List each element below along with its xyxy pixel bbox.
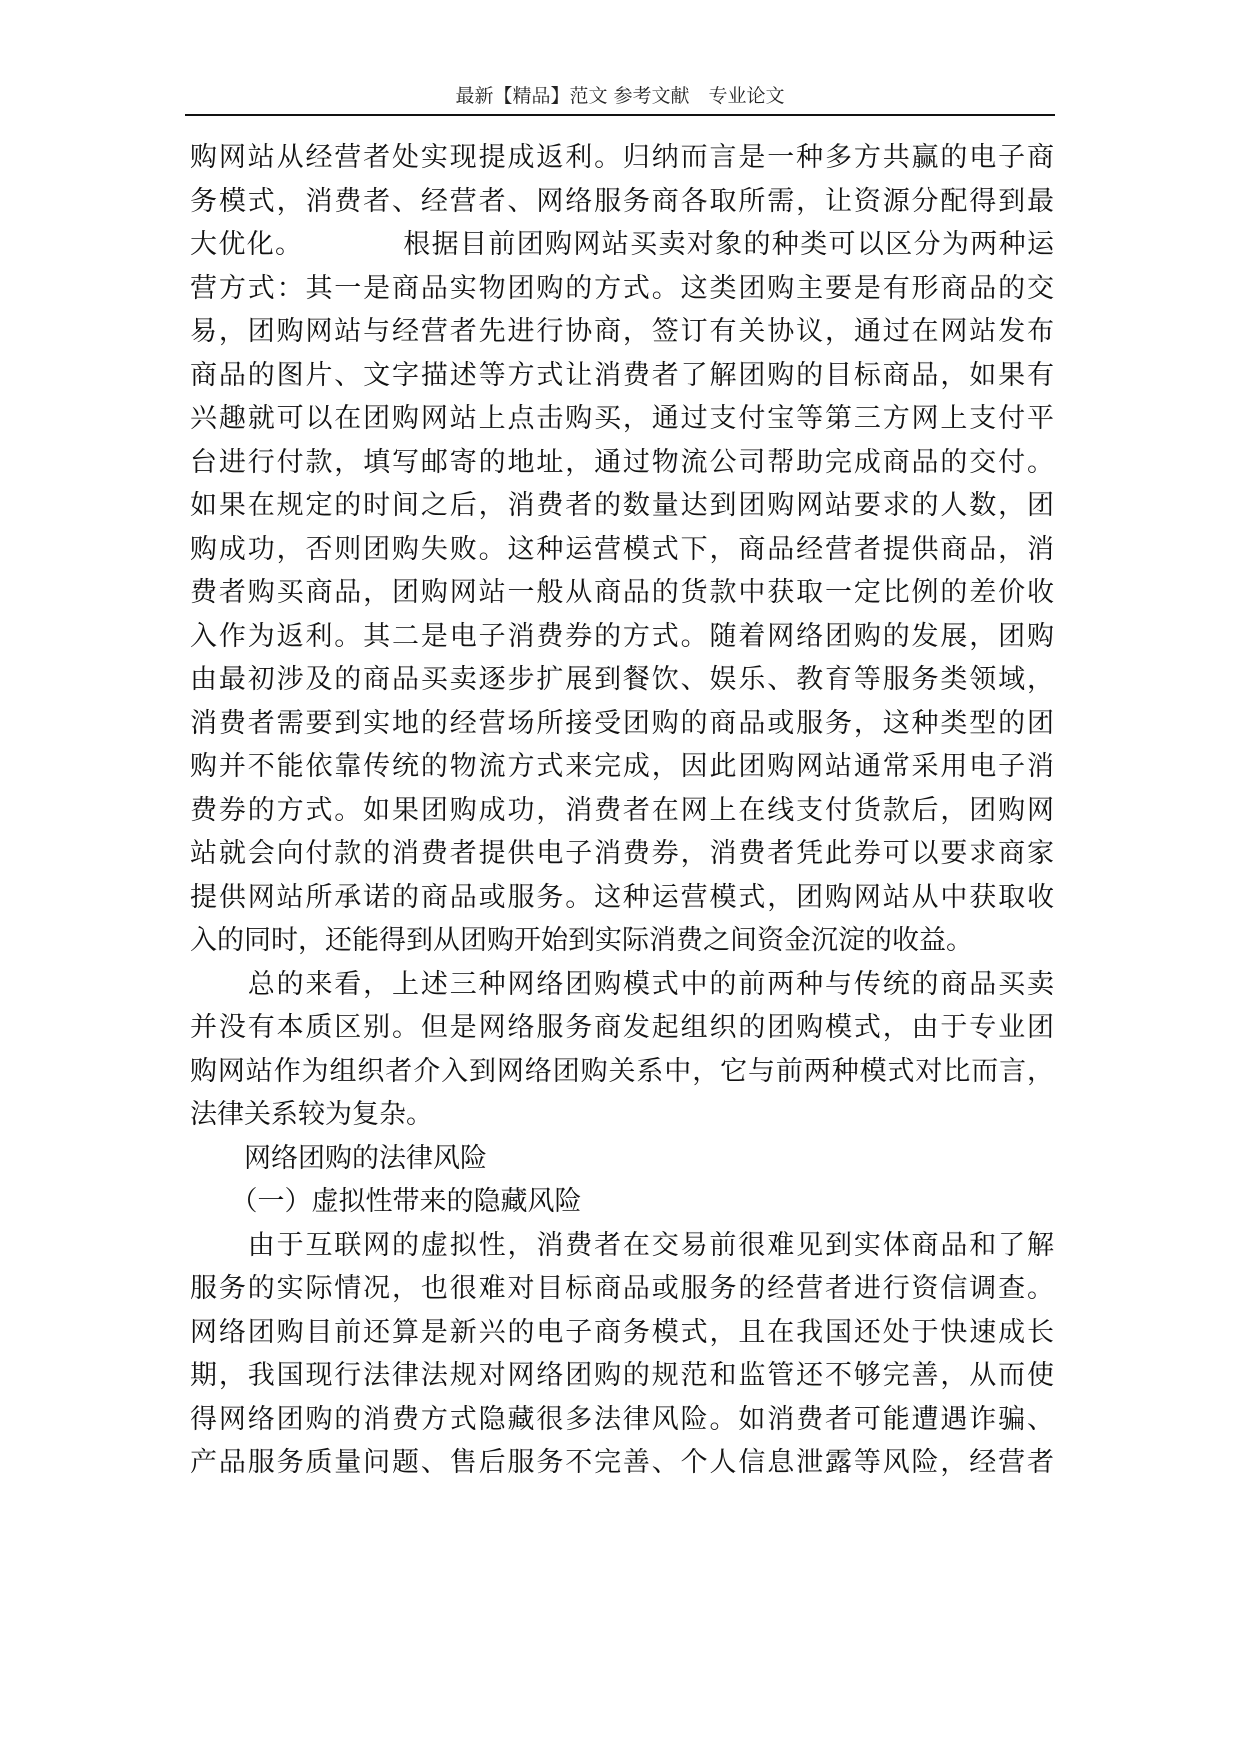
text-line: 网络团购目前还算是新兴的电子商务模式，且在我国还处于快速成长: [190, 1316, 1054, 1348]
text-line: 并没有本质区别。但是网络服务商发起组织的团购模式，由于专业团: [190, 1012, 1054, 1043]
text-line: 大优化。 根据目前团购网站买卖对象的种类可以区分为两种运: [190, 229, 1054, 260]
text-line: 费者购买商品，团购网站一般从商品的货款中获取一定比例的差价收: [190, 577, 1054, 608]
text-line: 法律关系较为复杂。: [190, 1099, 433, 1130]
text-line: 购网站从经营者处实现提成返利。归纳而言是一种多方共赢的电子商: [190, 142, 1054, 173]
page-header: 最新【精品】范文 参考文献 专业论文: [455, 85, 785, 107]
text-line: 易，团购网站与经营者先进行协商，签订有关协议，通过在网站发布: [190, 316, 1054, 347]
text-line: 产品服务质量问题、售后服务不完善、个人信息泄露等风险，经营者: [190, 1447, 1054, 1478]
text-line: 由最初涉及的商品买卖逐步扩展到餐饮、娱乐、教育等服务类领域，: [190, 664, 1054, 695]
text-line: 消费者需要到实地的经营场所接受团购的商品或服务，这种类型的团: [190, 707, 1054, 739]
text-line: 入的同时，还能得到从团购开始到实际消费之间资金沉淀的收益。: [190, 925, 973, 956]
text-line: 得网络团购的消费方式隐藏很多法律风险。如消费者可能遭遇诈骗、: [190, 1403, 1054, 1435]
text-line: 网络团购的法律风险: [190, 1142, 487, 1174]
header-rule: [185, 114, 1055, 116]
text-line: 购网站作为组织者介入到网络团购关系中，它与前两种模式对比而言，: [190, 1055, 1054, 1087]
text-line: 期，我国现行法律法规对网络团购的规范和监管还不够完善，从而使: [190, 1360, 1054, 1391]
text-line: 如果在规定的时间之后，消费者的数量达到团购网站要求的人数，团: [190, 490, 1054, 521]
text-line: 提供网站所承诺的商品或服务。这种运营模式，团购网站从中获取收: [190, 881, 1054, 913]
text-line: 总的来看，上述三种网络团购模式中的前两种与传统的商品买卖: [190, 968, 1054, 1000]
text-line: 购成功，否则团购失败。这种运营模式下，商品经营者提供商品，消: [190, 533, 1054, 565]
text-line: 由于互联网的虚拟性，消费者在交易前很难见到实体商品和了解: [190, 1229, 1054, 1261]
body-text: [190, 136, 1054, 1485]
text-line: 购并不能依靠传统的物流方式来完成，因此团购网站通常采用电子消: [190, 751, 1054, 782]
text-line: 务模式，消费者、经营者、网络服务商各取所需，让资源分配得到最: [190, 185, 1054, 217]
text-line: 营方式：其一是商品实物团购的方式。这类团购主要是有形商品的交: [190, 272, 1054, 304]
text-line: 兴趣就可以在团购网站上点击购买，通过支付宝等第三方网上支付平: [190, 403, 1054, 434]
text-line: 服务的实际情况，也很难对目标商品或服务的经营者进行资信调查。: [190, 1273, 1054, 1304]
text-line: （一）虚拟性带来的隐藏风险: [190, 1186, 582, 1217]
text-line: 台进行付款，填写邮寄的地址，通过物流公司帮助完成商品的交付。: [190, 446, 1054, 478]
text-line: 入作为返利。其二是电子消费券的方式。随着网络团购的发展，团购: [190, 620, 1054, 652]
text-line: 站就会向付款的消费者提供电子消费券，消费者凭此券可以要求商家: [190, 838, 1054, 869]
text-line: 费券的方式。如果团购成功，消费者在网上在线支付货款后，团购网: [190, 794, 1054, 826]
text-line: 商品的图片、文字描述等方式让消费者了解团购的目标商品，如果有: [190, 359, 1054, 391]
